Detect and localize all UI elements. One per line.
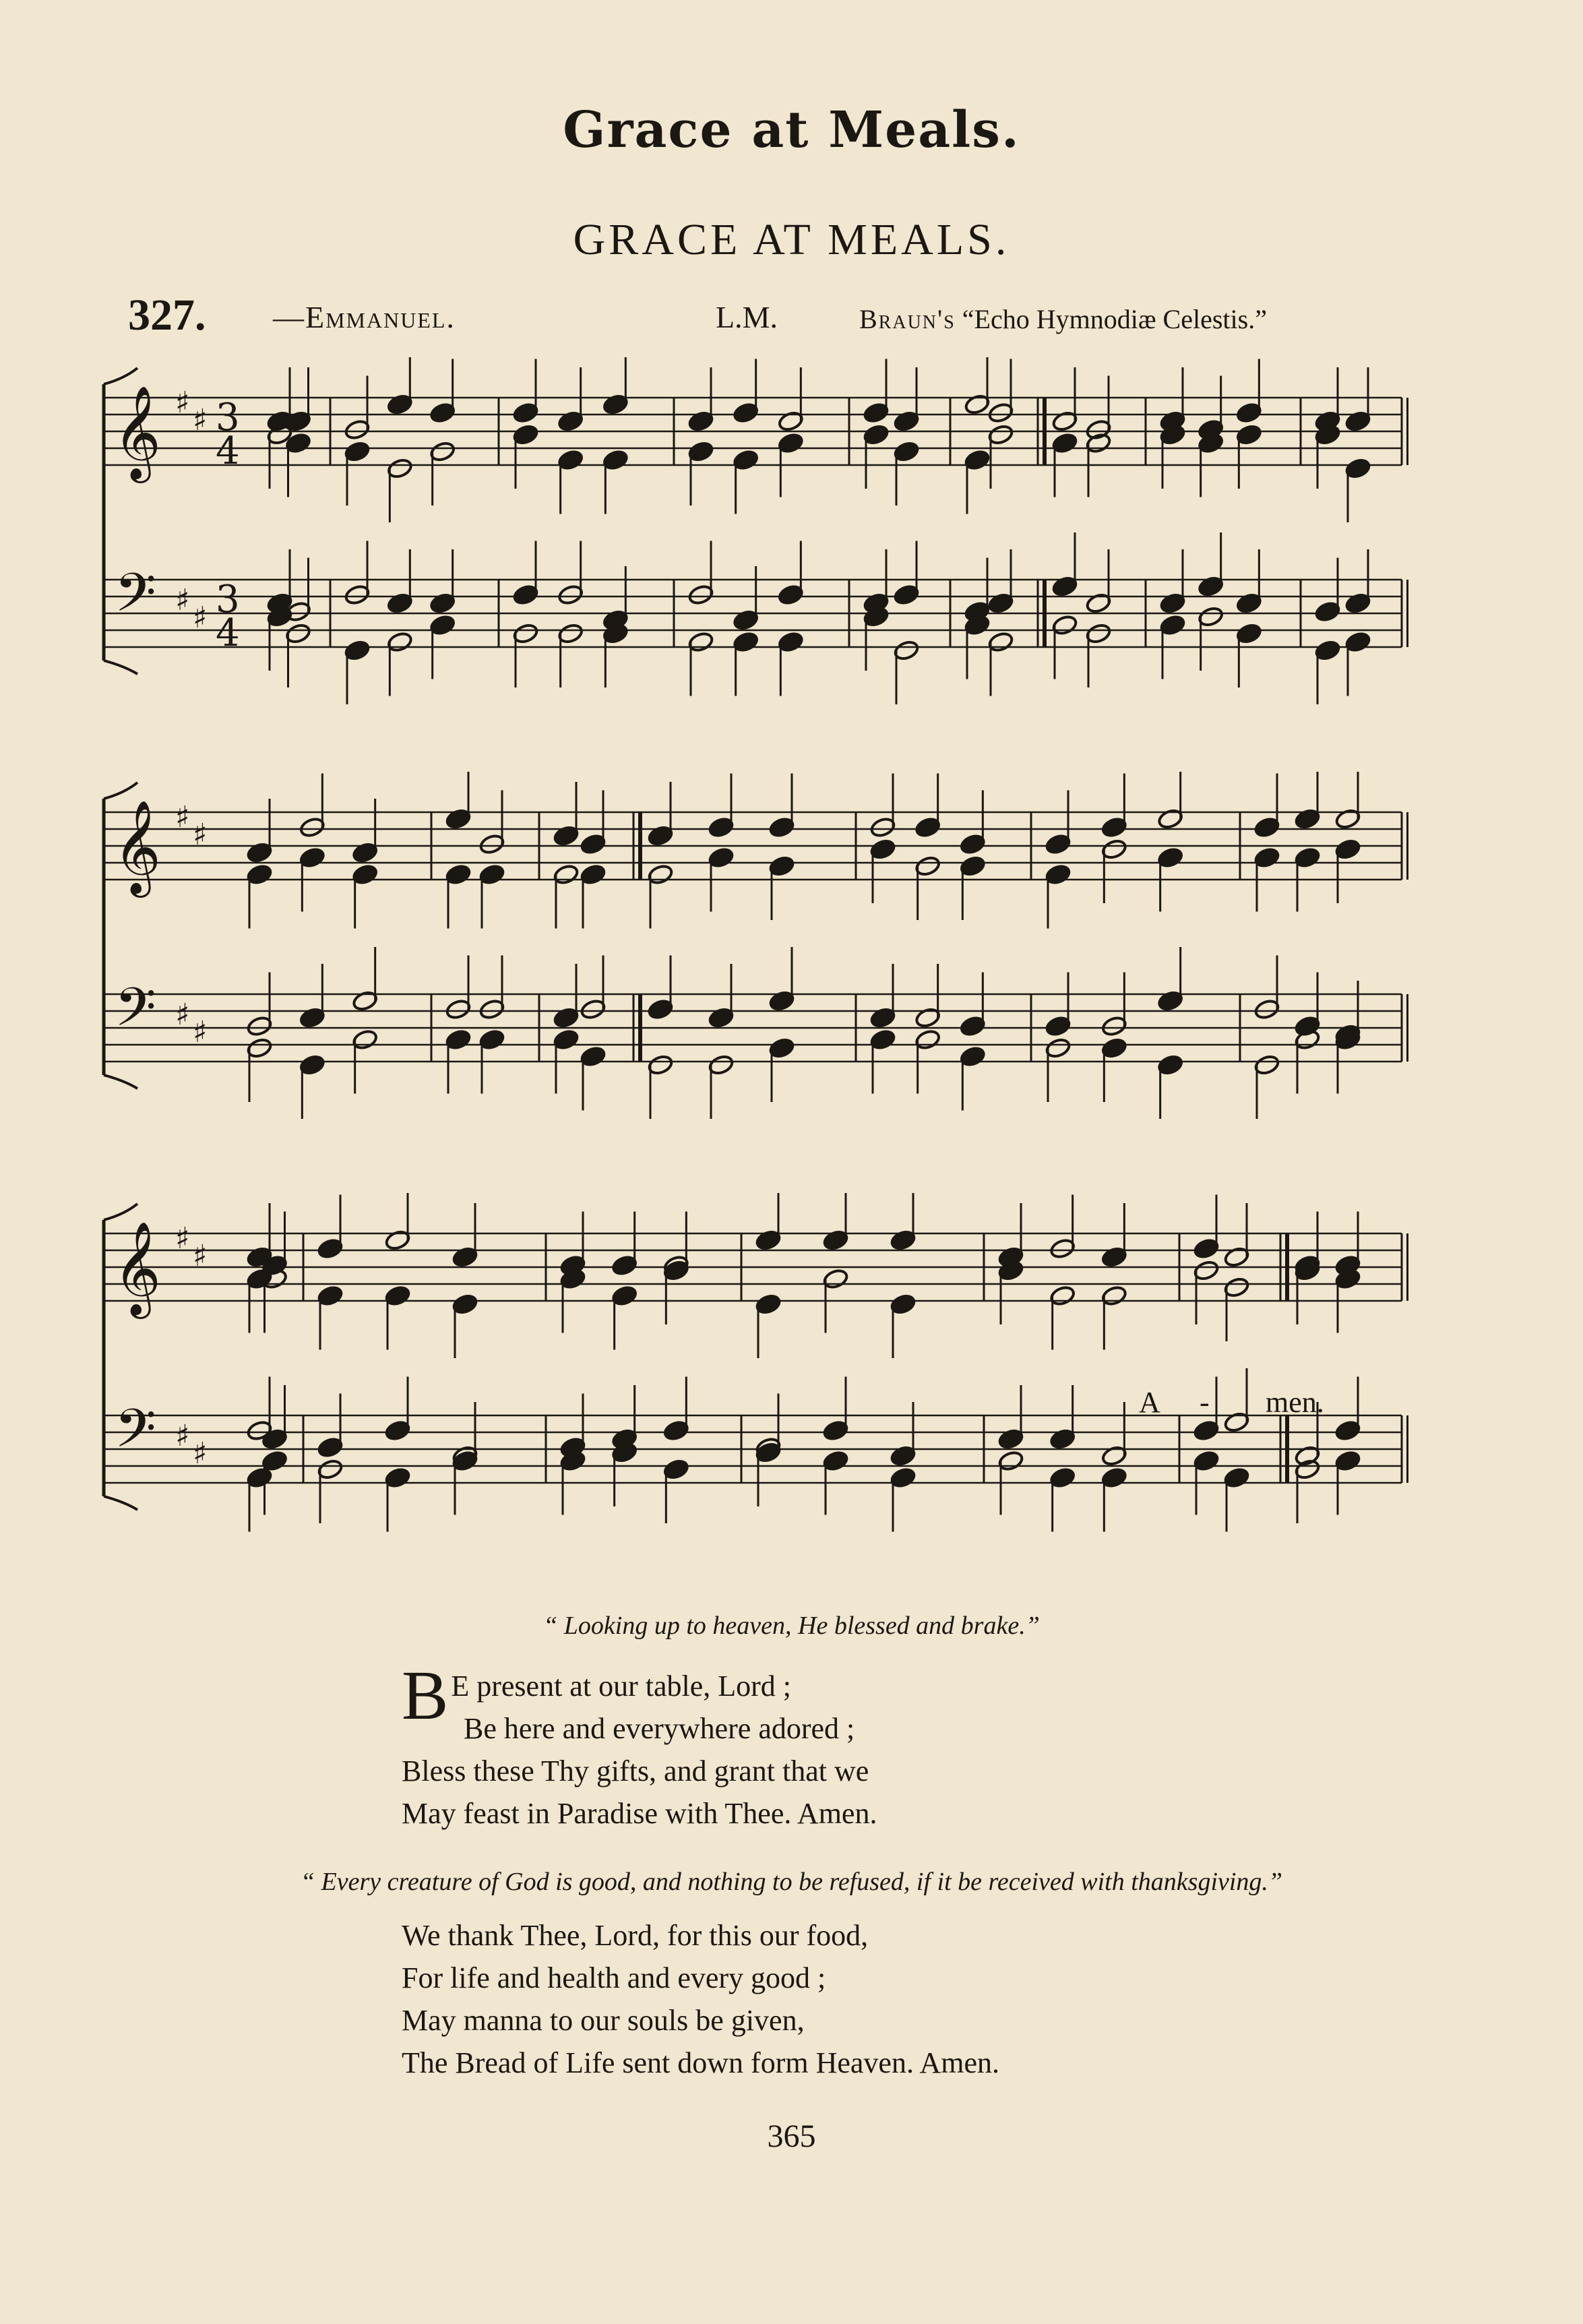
svg-text:𝄞: 𝄞 (113, 1221, 161, 1315)
music-system-3 (94, 1193, 1408, 1550)
tune-source (859, 303, 1267, 335)
svg-text:♯: ♯ (175, 386, 190, 420)
hymn-header (128, 290, 1408, 344)
epigraph-2: “ Every creature of God is good, and nothing to be refused, if it be received with thanksgiving.” (300, 1868, 1283, 1896)
svg-text:4: 4 (216, 429, 240, 473)
amen-syllable-2: men. (1266, 1386, 1324, 1419)
amen-syllable-1: A (1139, 1386, 1160, 1419)
verse-line-text: E present at our table, Lord ; (451, 1670, 791, 1703)
svg-text:♯: ♯ (175, 1221, 190, 1256)
svg-text:𝄢: 𝄢 (115, 1397, 156, 1473)
svg-text:♯: ♯ (175, 1419, 190, 1453)
svg-text:♯: ♯ (175, 800, 190, 834)
svg-text:4: 4 (216, 611, 240, 655)
staff-svg (94, 772, 1408, 1129)
svg-text:3: 3 (216, 578, 240, 621)
svg-text:♯: ♯ (193, 1239, 208, 1273)
svg-text:♯: ♯ (175, 583, 190, 617)
svg-text:♯: ♯ (193, 403, 208, 437)
music-system-1 (94, 357, 1408, 714)
source-title: “Echo Hymnodiæ Celestis.” (962, 304, 1267, 334)
svg-text:𝄢: 𝄢 (115, 561, 156, 637)
svg-text:♯: ♯ (193, 818, 208, 852)
music-system-2 (94, 772, 1408, 1129)
svg-text:3: 3 (216, 396, 240, 439)
running-head: Grace at Meals. (563, 101, 1020, 159)
page-number: 365 (767, 2118, 816, 2154)
hymn-number: 327. (128, 290, 206, 340)
amen-hyphen: - (1200, 1386, 1210, 1419)
verse-line: May manna to our souls be given, (402, 2004, 805, 2037)
source-author: Braun's (859, 304, 956, 334)
verse-line: Be here and everywhere adored ; (464, 1712, 855, 1745)
staff-svg (94, 357, 1408, 714)
svg-text:𝄢: 𝄢 (115, 976, 156, 1051)
epigraph-1: “ Looking up to heaven, He blessed and brake.” (543, 1612, 1040, 1640)
svg-text:𝄞: 𝄞 (113, 386, 161, 479)
svg-text:♯: ♯ (193, 601, 208, 635)
svg-text:𝄞: 𝄞 (113, 800, 161, 894)
meter: L.M. (716, 300, 778, 334)
drop-cap: B (402, 1657, 449, 1734)
verse-line: The Bread of Life sent down form Heaven. Amen. (402, 2046, 1000, 2079)
verse-line: Bless these Thy gifts, and grant that we (402, 1754, 869, 1787)
tune-name: —Emmanuel. (273, 300, 456, 334)
verse-line: We thank Thee, Lord, for this our food, (402, 1919, 869, 1952)
prayer-2 (402, 1914, 999, 2084)
verse-line: For life and health and every good ; (402, 1961, 826, 1994)
prayer-1 (402, 1657, 877, 1835)
verse-line: May feast in Paradise with Thee. Amen. (402, 1797, 877, 1830)
svg-text:♯: ♯ (193, 1436, 208, 1471)
section-title: GRACE AT MEALS. (573, 215, 1010, 264)
svg-text:♯: ♯ (193, 1015, 208, 1049)
svg-text:♯: ♯ (175, 998, 190, 1032)
staff-svg (94, 1193, 1408, 1550)
